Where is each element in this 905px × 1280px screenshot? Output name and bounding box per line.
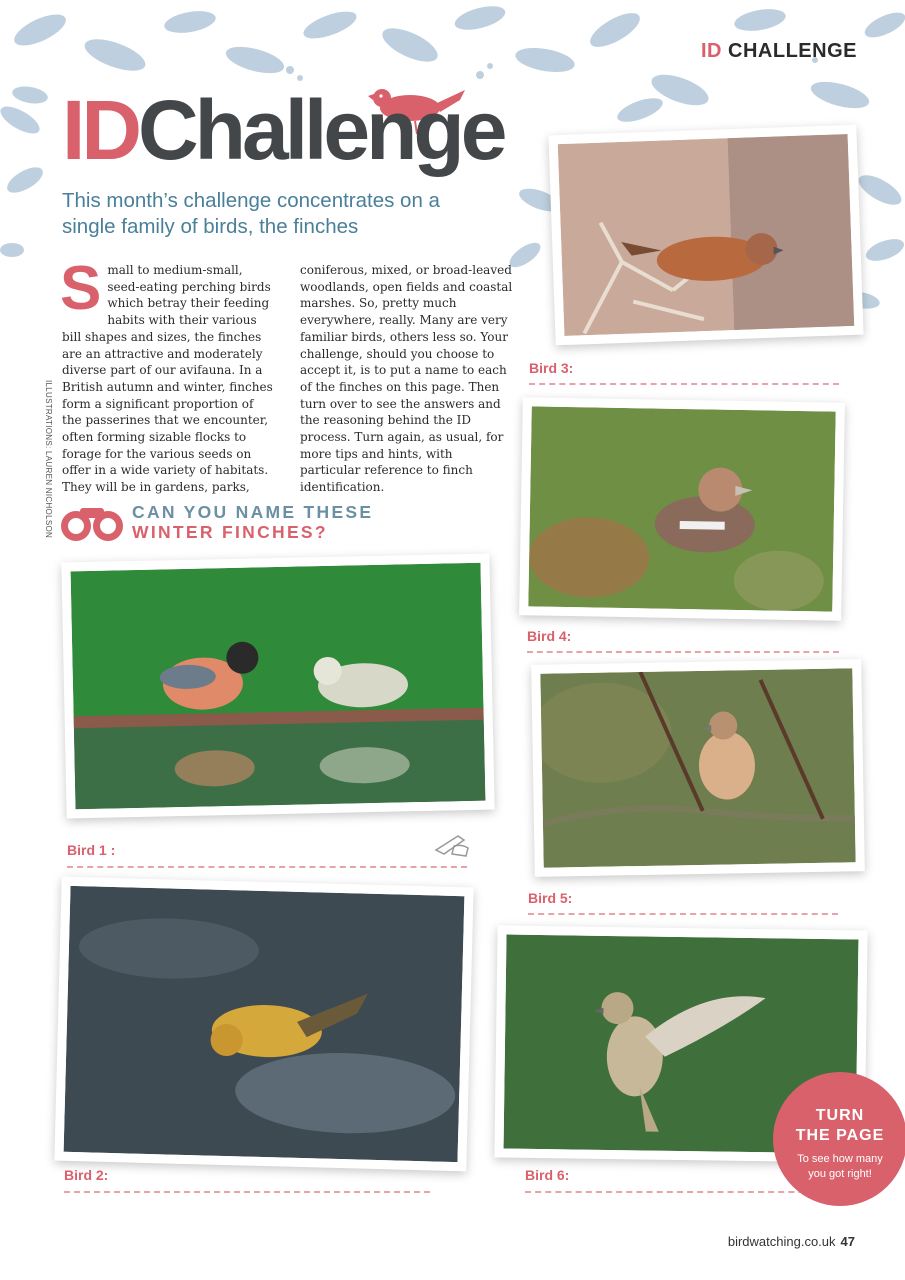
drop-cap: S	[60, 254, 102, 323]
illustration-credit: ILLUSTRATIONS: LAUREN NICHOLSON	[44, 380, 53, 539]
page-footer	[728, 1234, 855, 1249]
quiz-heading-line2: WINTER FINCHES?	[132, 522, 328, 542]
standfirst: This month’s challenge concentrates on a single family of birds, the finches	[62, 189, 440, 239]
bird-4-answer-line[interactable]	[527, 651, 839, 653]
bird-6-label: Bird 6:	[525, 1167, 570, 1183]
turn-page-line3: To see how many	[797, 1153, 883, 1165]
intro-text	[60, 254, 514, 496]
title-main: Challenge	[138, 83, 504, 177]
title-accent: ID	[62, 83, 138, 177]
page-title	[62, 83, 504, 177]
turn-page-line2: THE PAGE	[795, 1127, 885, 1144]
bird-1-label: Bird 1 :	[67, 842, 116, 858]
section-tag-main: CHALLENGE	[728, 40, 857, 62]
turn-page-line1: TURN	[815, 1107, 865, 1124]
bird-1-photo	[61, 554, 494, 819]
binoculars-icon	[60, 500, 124, 544]
section-tag-accent: ID	[700, 40, 722, 62]
footer-site[interactable]: birdwatching.co.uk	[727, 1234, 836, 1249]
bird-3-label: Bird 3:	[529, 360, 574, 376]
bird-3-answer-line[interactable]	[529, 383, 839, 385]
bird-5-answer-line[interactable]	[528, 913, 838, 915]
bird-4-label: Bird 4:	[527, 628, 572, 644]
bird-2-label: Bird 2:	[64, 1167, 109, 1183]
quiz-heading-line1: CAN YOU NAME THESE	[132, 502, 374, 522]
intro-body: mall to medium-small, seed-eating perching birds which betray their feeding habits with their various bill shapes and sizes, the finches are an attractive and moderately diverse part of our avifauna. In a British autumn and winter, finches form a significant proportion of the passerines that we encounter, often forming sizable flocks to forage for the various seeds on offer in a wide variety of habitats. They will be in gardens, parks, coniferous, mixed, or broad-leaved woodlands, open fields and coastal marshes. So, pretty much everywhere, really. Many are very familiar birds, others less so. Your challenge, should you choose to accept it, is to put a name to each of the finches on this page. Then turn over to see the answers and the reasoning behind the ID process. Turn again, as usual, for more tips and hints, with particular reference to finch identification.	[62, 263, 513, 495]
bird-1-answer-line[interactable]	[67, 866, 467, 868]
turn-page-line4: you got right!	[808, 1168, 872, 1180]
bird-5-label: Bird 5:	[528, 890, 573, 906]
pencil-hand-icon	[432, 830, 472, 858]
bird-4-photo	[519, 397, 845, 621]
page-number: 47	[840, 1234, 855, 1249]
bird-2-answer-line[interactable]	[64, 1191, 430, 1193]
turn-page-badge[interactable]	[773, 1072, 905, 1206]
section-tag	[701, 40, 857, 63]
bird-5-photo	[531, 659, 865, 877]
bird-6-answer-line[interactable]	[525, 1191, 845, 1193]
bird-3-photo	[548, 125, 863, 346]
bird-2-photo	[54, 877, 473, 1172]
